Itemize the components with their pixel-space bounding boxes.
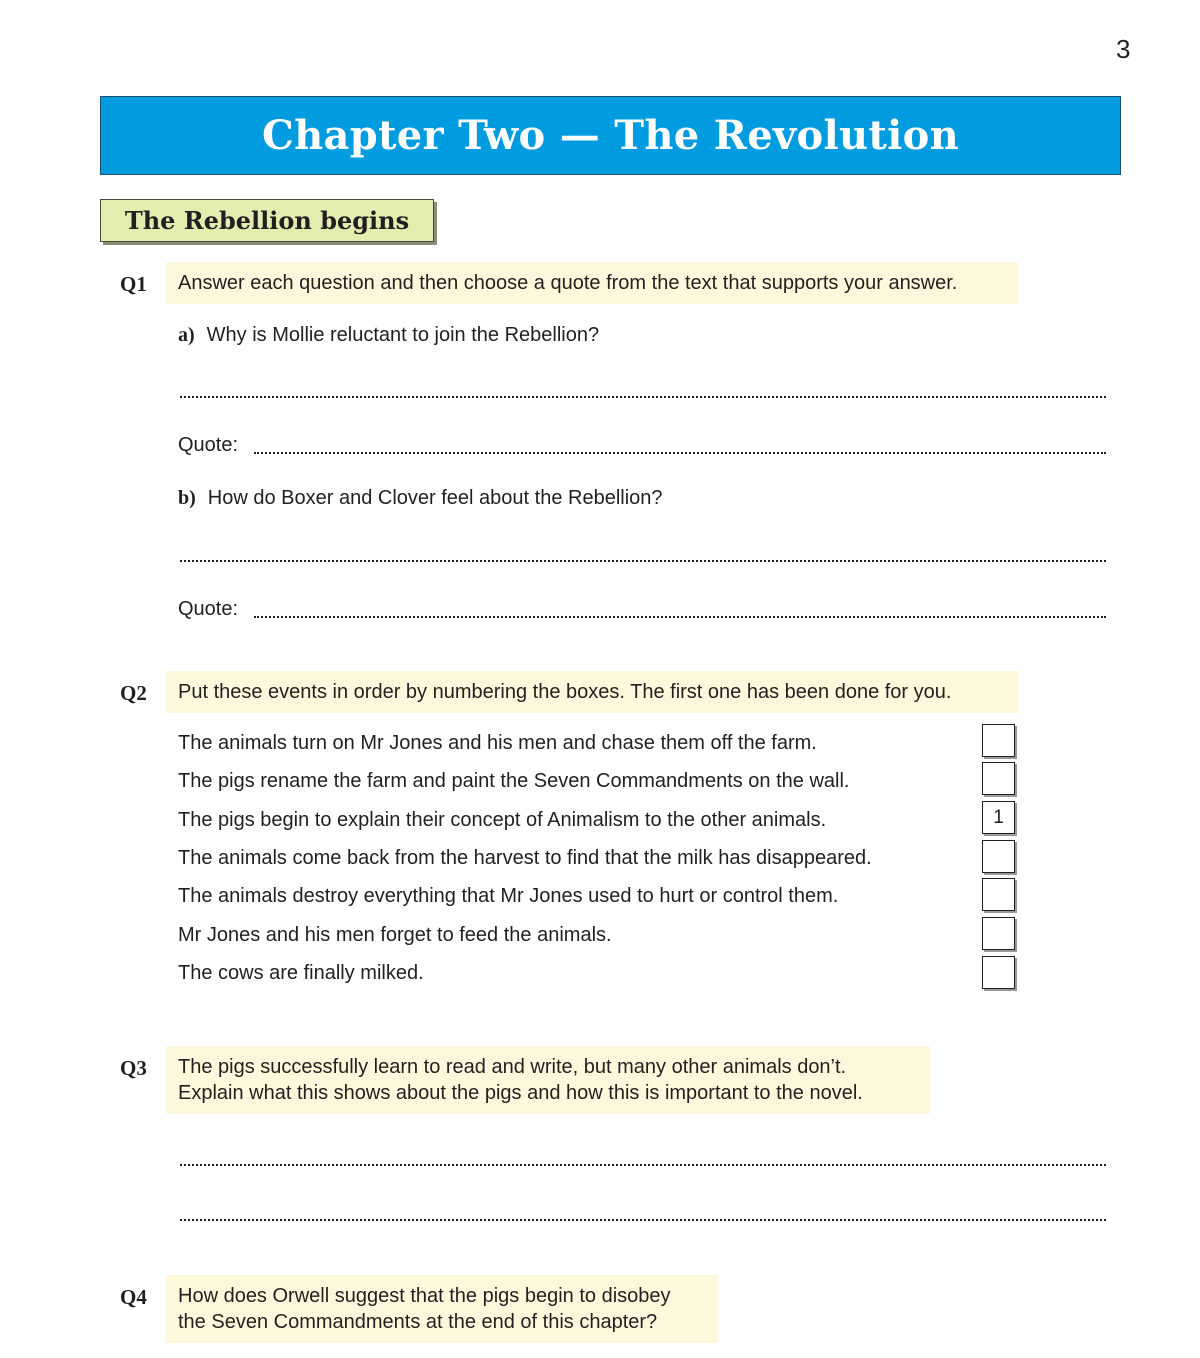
q1-b-quote-line[interactable]: [254, 616, 1106, 618]
question-number-q2: Q2: [120, 681, 147, 705]
q3-answer-line[interactable]: [180, 1219, 1106, 1221]
chapter-banner: [100, 96, 1121, 175]
order-box[interactable]: [982, 917, 1015, 950]
q2-prompt: [166, 671, 1018, 713]
q3-prompt: [166, 1046, 930, 1114]
q1-a-quote-line[interactable]: [254, 452, 1106, 454]
event-item: The pigs begin to explain their concept of Animalism to the other animals.: [178, 809, 827, 831]
q1-part-b-letter: b): [178, 487, 196, 509]
event-item: The animals destroy everything that Mr Jones used to hurt or control them.: [178, 885, 839, 907]
q2-prompt-text: Put these events in order by numbering the boxes. The first one has been done for you.: [178, 681, 952, 703]
q1-part-a-letter: a): [178, 324, 195, 346]
question-number-q3: Q3: [120, 1056, 147, 1080]
event-item: Mr Jones and his men forget to feed the animals.: [178, 924, 612, 946]
section-title: The Rebellion begins: [124, 206, 410, 235]
section-heading-box: [100, 199, 434, 242]
q1-part-a: [178, 322, 599, 348]
q1-part-b: [178, 485, 663, 511]
q1-b-answer-line[interactable]: [180, 560, 1106, 562]
q4-prompt-line: How does Orwell suggest that the pigs begin to disobey: [178, 1285, 671, 1307]
q3-prompt-line: The pigs successfully learn to read and write, but many other animals don’t.: [178, 1056, 847, 1078]
q1-part-a-text: Why is Mollie reluctant to join the Rebellion?: [206, 324, 600, 346]
order-box[interactable]: [982, 956, 1015, 989]
event-item: The animals come back from the harvest to find that the milk has disappeared.: [178, 847, 872, 869]
q4-prompt-line: the Seven Commandments at the end of this chapter?: [178, 1311, 658, 1333]
q1-part-b-text: How do Boxer and Clover feel about the Rebellion?: [207, 487, 663, 509]
order-box[interactable]: [982, 724, 1015, 757]
event-item: The pigs rename the farm and paint the Seven Commandments on the wall.: [178, 770, 850, 792]
q3-answer-line[interactable]: [180, 1164, 1106, 1166]
order-box[interactable]: [982, 840, 1015, 873]
q3-prompt-line: Explain what this shows about the pigs and how this is important to the novel.: [178, 1082, 863, 1104]
page-number: 3: [1116, 34, 1131, 64]
question-number-q4: Q4: [120, 1285, 147, 1309]
q1-prompt: [166, 262, 1018, 304]
order-box[interactable]: [982, 762, 1015, 795]
order-box[interactable]: [982, 878, 1015, 911]
order-box[interactable]: 1: [982, 801, 1015, 834]
q1-prompt-text: Answer each question and then choose a quote from the text that supports your answer.: [178, 272, 958, 294]
chapter-title: Chapter Two — The Revolution: [261, 112, 959, 159]
question-number-q1: Q1: [120, 272, 147, 296]
event-item: The animals turn on Mr Jones and his men and chase them off the farm.: [178, 732, 817, 754]
event-item: The cows are finally milked.: [178, 962, 424, 984]
q1-b-quote-label: Quote:: [178, 598, 239, 620]
q1-a-answer-line[interactable]: [180, 396, 1106, 398]
q1-a-quote-label: Quote:: [178, 434, 239, 456]
q4-prompt: [166, 1275, 718, 1343]
